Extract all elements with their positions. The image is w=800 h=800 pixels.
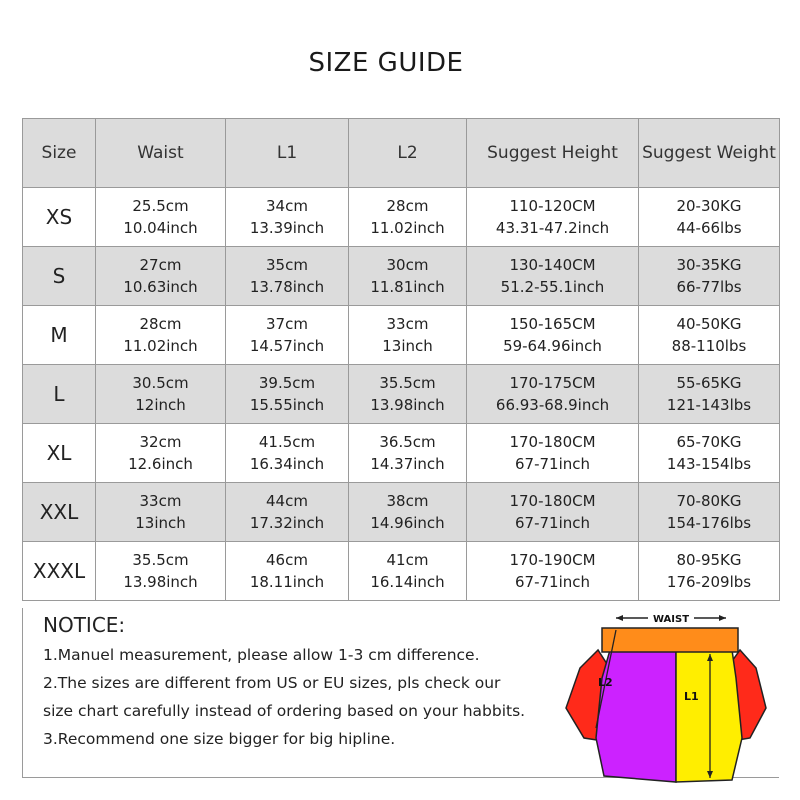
weight-metric-value: 80-95KG: [676, 551, 742, 569]
l2-metric-value: 35.5cm: [379, 374, 436, 392]
l2-metric-value: 41cm: [386, 551, 429, 569]
l2-imperial-value: 11.02inch: [370, 219, 445, 237]
height-imperial-value: 59-64.96inch: [503, 337, 602, 355]
height-imperial-value: 43.31-47.2inch: [495, 219, 610, 237]
weight-imperial-value: 44-66lbs: [676, 219, 742, 237]
height-imperial-value: 67-71inch: [514, 573, 590, 591]
weight-metric-value: 65-70KG: [676, 433, 742, 451]
height-cell: [467, 483, 639, 542]
l2-metric-value: 36.5cm: [379, 433, 436, 451]
l1-cell: [226, 483, 349, 542]
weight-cell: [639, 188, 780, 247]
weight-cell: [639, 306, 780, 365]
waist-cell: [96, 247, 226, 306]
waist-imperial-value: 10.04inch: [123, 219, 198, 237]
height-cell: [467, 424, 639, 483]
l1-metric-value: 35cm: [266, 256, 308, 274]
height-cell: [467, 365, 639, 424]
l2-imperial-value: 13inch: [382, 337, 433, 355]
waist-label: WAIST: [652, 614, 690, 625]
l2-cell: [349, 542, 467, 601]
table-row: [23, 424, 780, 483]
l2-cell: [349, 306, 467, 365]
l1-metric-value: 34cm: [266, 197, 308, 215]
waist-metric-value: 27cm: [139, 256, 182, 274]
l2-metric-value: 33cm: [386, 315, 429, 333]
l1-imperial-value: 14.57inch: [249, 337, 325, 355]
height-imperial-value: 67-71inch: [514, 455, 590, 473]
page-title: SIZE GUIDE: [308, 48, 464, 78]
l2-metric-value: 28cm: [386, 197, 429, 215]
l1-cell: [226, 365, 349, 424]
waist-metric-value: 35.5cm: [132, 551, 189, 569]
weight-imperial-value: 66-77lbs: [676, 278, 742, 296]
weight-metric-value: 40-50KG: [676, 315, 742, 333]
height-metric-value: 170-180CM: [509, 433, 596, 451]
height-metric-value: 110-120CM: [509, 197, 596, 215]
weight-metric-value: 55-65KG: [676, 374, 742, 392]
size-cell: XXXL: [23, 542, 96, 601]
l2-cell: [349, 365, 467, 424]
size-cell: L: [23, 365, 96, 424]
l1-cell: [226, 247, 349, 306]
size-cell: S: [23, 247, 96, 306]
l2-cell: [349, 424, 467, 483]
l2-cell: [349, 483, 467, 542]
weight-cell: [639, 424, 780, 483]
l1-cell: [226, 306, 349, 365]
l2-cell: [349, 247, 467, 306]
table-row: [23, 542, 780, 601]
height-cell: [467, 247, 639, 306]
weight-cell: [639, 542, 780, 601]
table-row: [23, 188, 780, 247]
waist-metric-value: 25.5cm: [132, 197, 189, 215]
height-imperial-value: 51.2-55.1inch: [500, 278, 605, 296]
l1-imperial-value: 13.39inch: [249, 219, 325, 237]
height-metric-value: 170-190CM: [509, 551, 596, 569]
l1-metric-value: 37cm: [266, 315, 308, 333]
l1-imperial-value: 17.32inch: [249, 514, 325, 532]
l1-metric-value: 44cm: [266, 492, 308, 510]
waist-metric-value: 28cm: [139, 315, 182, 333]
notice-title: NOTICE:: [43, 613, 126, 637]
waistband: [602, 628, 738, 652]
header-l1: L1: [226, 119, 349, 188]
shorts-illustration: [560, 608, 770, 788]
table-row: [23, 247, 780, 306]
l2-label: L2: [598, 676, 613, 689]
l2-metric-value: 38cm: [386, 492, 429, 510]
l1-cell: [226, 542, 349, 601]
weight-metric-value: 70-80KG: [676, 492, 742, 510]
header-size: Size: [23, 119, 96, 188]
right-leg-panel: [676, 650, 742, 782]
l1-label: L1: [684, 690, 699, 703]
size-table: [22, 118, 780, 601]
l1-imperial-value: 16.34inch: [249, 455, 325, 473]
l2-imperial-value: 16.14inch: [370, 573, 445, 591]
weight-imperial-value: 88-110lbs: [671, 337, 747, 355]
l2-cell: [349, 188, 467, 247]
table-header-row: [23, 119, 780, 188]
waist-cell: [96, 306, 226, 365]
header-waist: Waist: [96, 119, 226, 188]
waist-imperial-value: 11.02inch: [123, 337, 198, 355]
waist-metric-value: 32cm: [139, 433, 182, 451]
l2-metric-value: 30cm: [386, 256, 429, 274]
weight-cell: [639, 247, 780, 306]
weight-imperial-value: 154-176lbs: [666, 514, 752, 532]
waist-metric-value: 33cm: [139, 492, 182, 510]
weight-metric-value: 20-30KG: [676, 197, 742, 215]
table-row: [23, 483, 780, 542]
waist-cell: [96, 365, 226, 424]
weight-cell: [639, 365, 780, 424]
table-row: [23, 306, 780, 365]
height-metric-value: 130-140CM: [509, 256, 596, 274]
size-cell: XL: [23, 424, 96, 483]
table-row: [23, 365, 780, 424]
l1-imperial-value: 15.55inch: [249, 396, 325, 414]
l2-imperial-value: 11.81inch: [370, 278, 445, 296]
size-cell: XXL: [23, 483, 96, 542]
l1-metric-value: 41.5cm: [258, 433, 316, 451]
waist-cell: [96, 483, 226, 542]
l1-cell: [226, 424, 349, 483]
waist-cell: [96, 424, 226, 483]
height-metric-value: 170-180CM: [509, 492, 596, 510]
height-cell: [467, 188, 639, 247]
height-imperial-value: 66.93-68.9inch: [495, 396, 610, 414]
l1-imperial-value: 13.78inch: [249, 278, 325, 296]
weight-imperial-value: 143-154lbs: [666, 455, 752, 473]
l1-cell: [226, 188, 349, 247]
weight-cell: [639, 483, 780, 542]
height-imperial-value: 67-71inch: [514, 514, 590, 532]
l1-metric-value: 46cm: [266, 551, 308, 569]
waist-imperial-value: 12inch: [135, 396, 186, 414]
notice-line-4: 3.Recommend one size bigger for big hipline.: [43, 730, 396, 748]
l2-imperial-value: 13.98inch: [370, 396, 445, 414]
waist-cell: [96, 542, 226, 601]
height-metric-value: 170-175CM: [509, 374, 596, 392]
size-cell: M: [23, 306, 96, 365]
waist-imperial-value: 13inch: [135, 514, 186, 532]
waist-metric-value: 30.5cm: [132, 374, 189, 392]
height-cell: [467, 542, 639, 601]
l2-imperial-value: 14.96inch: [370, 514, 445, 532]
size-cell: XS: [23, 188, 96, 247]
header-suggest-weight: Suggest Weight: [639, 119, 780, 188]
l1-metric-value: 39.5cm: [258, 374, 316, 392]
waist-imperial-value: 10.63inch: [123, 278, 198, 296]
waist-cell: [96, 188, 226, 247]
height-metric-value: 150-165CM: [509, 315, 596, 333]
waist-imperial-value: 13.98inch: [123, 573, 198, 591]
shorts-measurement-diagram: [560, 608, 770, 788]
weight-imperial-value: 176-209lbs: [666, 573, 752, 591]
notice-line-3: size chart carefully instead of ordering based on your habbits.: [43, 702, 526, 720]
header-l2: L2: [349, 119, 467, 188]
weight-metric-value: 30-35KG: [676, 256, 742, 274]
notice-line-2: 2.The sizes are different from US or EU sizes, pls check our: [43, 674, 501, 692]
weight-imperial-value: 121-143lbs: [666, 396, 752, 414]
l1-imperial-value: 18.11inch: [249, 573, 325, 591]
l2-imperial-value: 14.37inch: [370, 455, 445, 473]
header-suggest-height: Suggest Height: [467, 119, 639, 188]
height-cell: [467, 306, 639, 365]
waist-imperial-value: 12.6inch: [128, 455, 193, 473]
notice-line-1: 1.Manuel measurement, please allow 1-3 cm difference.: [43, 646, 480, 664]
